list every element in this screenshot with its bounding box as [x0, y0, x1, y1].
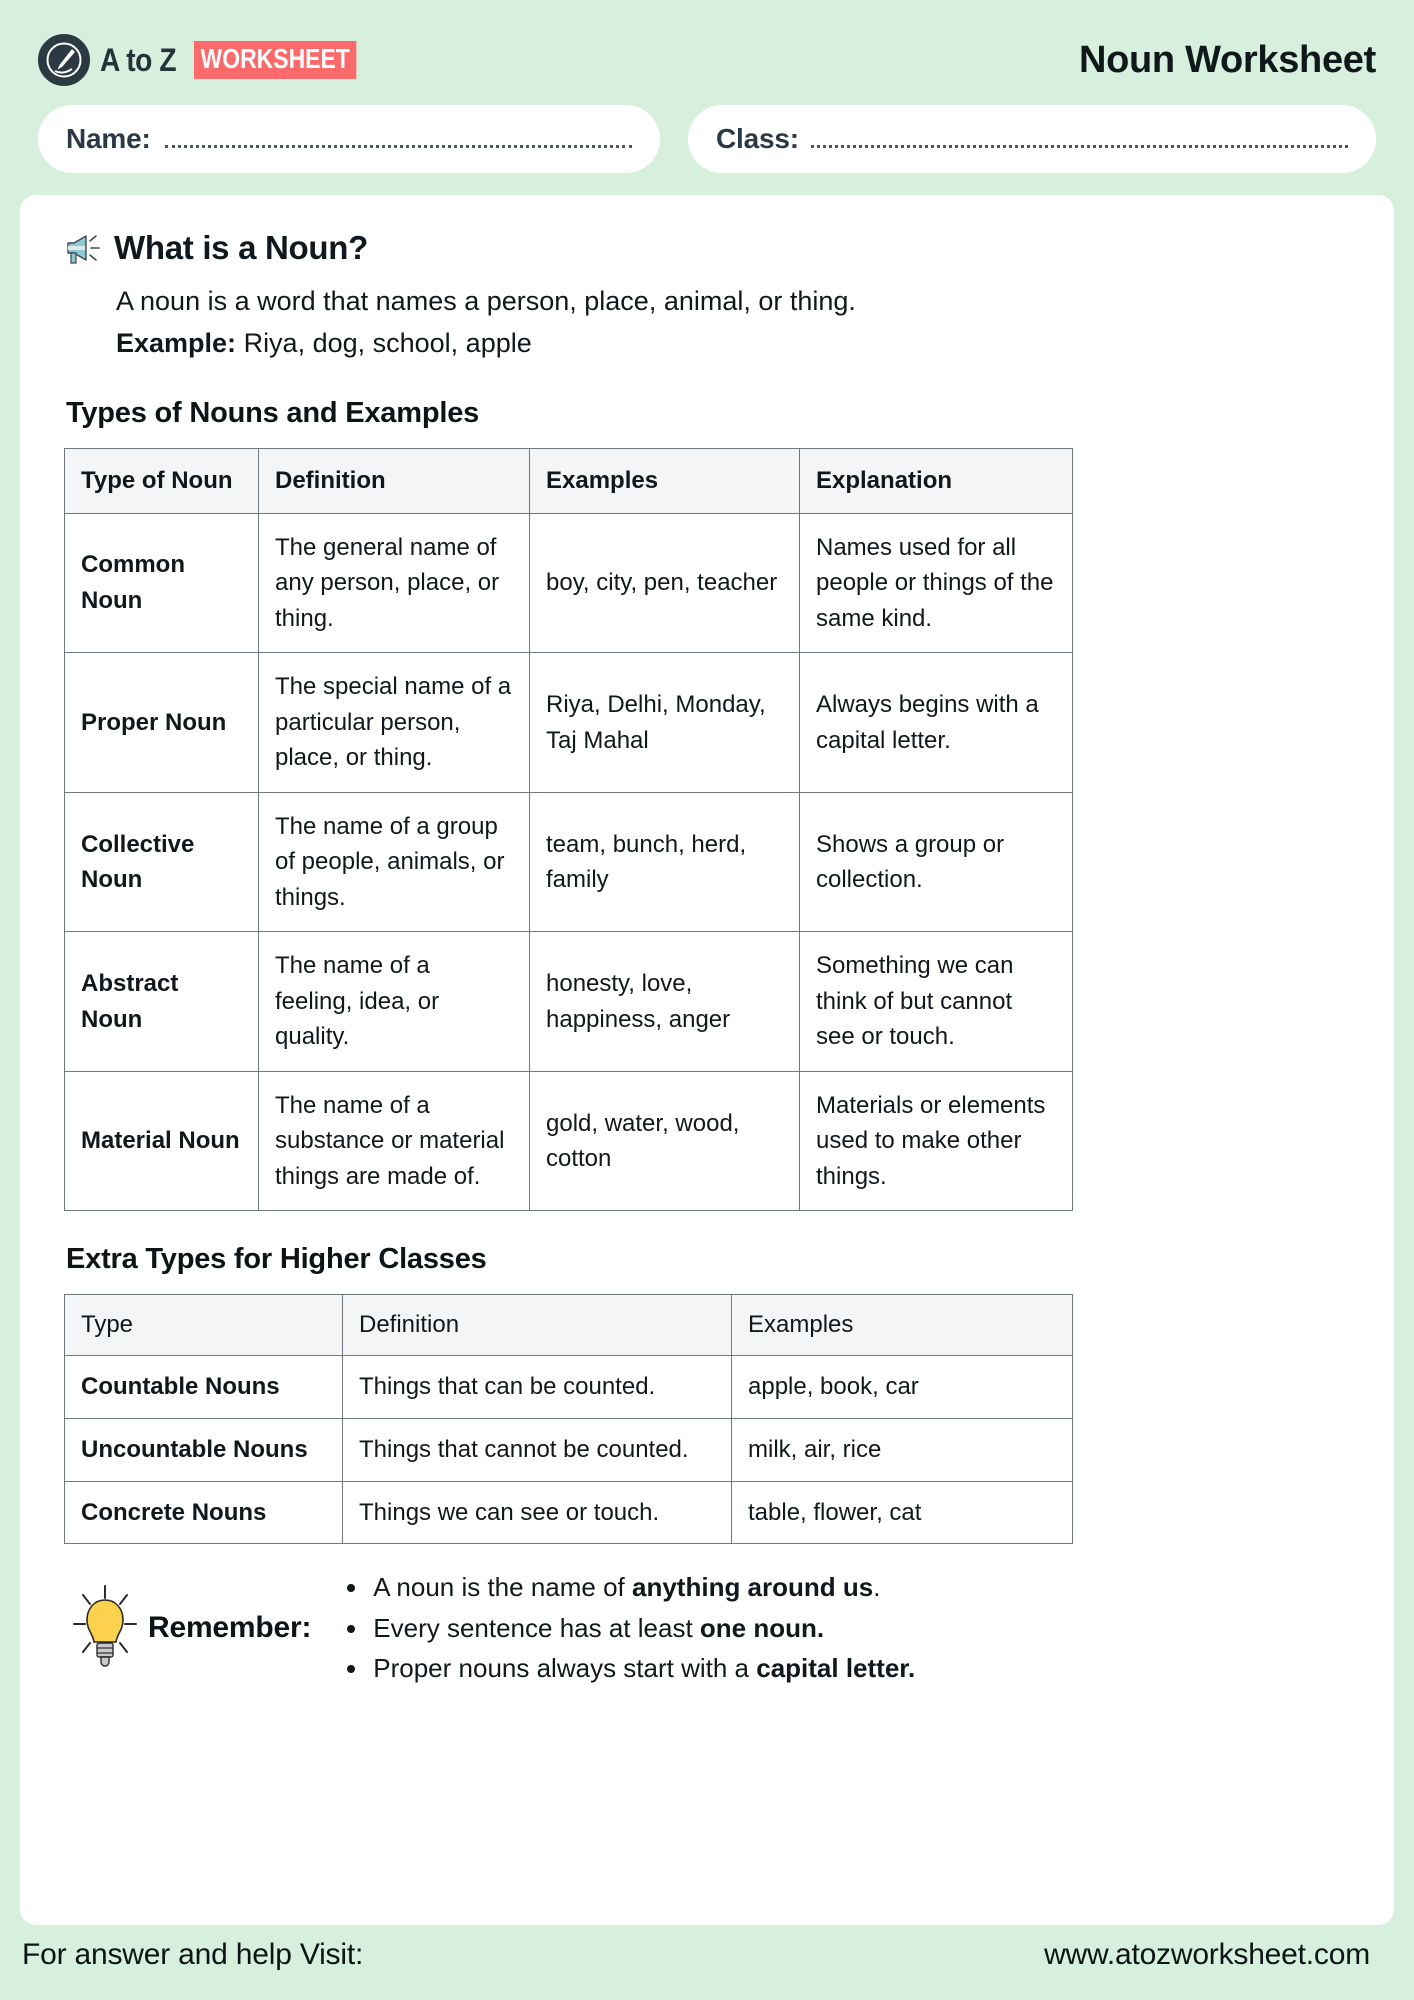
remember-text: Proper nouns always start with a: [373, 1652, 757, 1683]
definition-text: A noun is a word that names a person, place, animal, or thing.: [116, 286, 856, 316]
cell-type: Material Noun: [65, 1071, 259, 1211]
cell-type: Proper Noun: [65, 653, 259, 793]
cell-type: Abstract Noun: [65, 932, 259, 1072]
remember-bold: anything around us: [632, 1572, 874, 1603]
table-row: [65, 1356, 1073, 1419]
column-header-definition: Definition: [259, 448, 530, 513]
cell-definition: The special name of a particular person, place, or thing.: [259, 653, 530, 793]
page-footer: [22, 1938, 1392, 1972]
list-item: [343, 1651, 915, 1685]
table-row: [65, 932, 1073, 1072]
cell-definition: Things that cannot be counted.: [343, 1419, 732, 1482]
remember-bold: one noun.: [699, 1612, 825, 1643]
page-header: [0, 24, 1414, 96]
column-header-definition: Definition: [343, 1295, 732, 1356]
table-row: [65, 653, 1073, 793]
table-header-row: [65, 1295, 1073, 1356]
cell-definition: Things that can be counted.: [343, 1356, 732, 1419]
class-label: Class:: [716, 123, 799, 154]
example-label: Example:: [116, 327, 237, 358]
brand-tag: WORKSHEET: [194, 41, 356, 79]
column-header-type: Type of Noun: [65, 448, 259, 513]
name-label: Name:: [66, 123, 151, 154]
table-header-row: [65, 448, 1073, 513]
lightbulb-icon: [68, 1582, 142, 1674]
cell-examples: boy, city, pen, teacher: [530, 513, 800, 653]
footer-help-text: For answer and help Visit:: [22, 1938, 364, 1971]
cell-type: Uncountable Nouns: [65, 1419, 343, 1482]
table-row: [65, 1481, 1073, 1544]
cell-definition: The name of a substance or material things are made of.: [259, 1071, 530, 1211]
cell-definition: The general name of any person, place, or thing.: [259, 513, 530, 653]
cell-explanation: Names used for all people or things of the same kind.: [800, 513, 1073, 653]
cell-examples: milk, air, rice: [732, 1419, 1073, 1482]
table-row: [65, 1419, 1073, 1482]
column-header-examples: Examples: [530, 448, 800, 513]
list-item: [343, 1611, 915, 1645]
remember-text: Every sentence has at least: [373, 1612, 700, 1643]
cell-definition: The name of a group of people, animals, or things.: [259, 792, 530, 932]
footer-website-link[interactable]: www.atozworksheet.com: [1044, 1938, 1370, 1971]
cell-explanation: Always begins with a capital letter.: [800, 653, 1073, 793]
table-row: [65, 513, 1073, 653]
column-header-examples: Examples: [732, 1295, 1073, 1356]
noun-types-table: [64, 448, 1073, 1212]
cell-type: Concrete Nouns: [65, 1481, 343, 1544]
list-item: [343, 1570, 915, 1604]
cell-explanation: Something we can think of but cannot see or touch.: [800, 932, 1073, 1072]
remember-tail: .: [873, 1572, 881, 1603]
remember-text: A noun is the name of: [373, 1572, 632, 1603]
definition-body: [116, 281, 1350, 365]
cell-type: Common Noun: [65, 513, 259, 653]
remember-list: [343, 1570, 915, 1685]
student-info-bar: [38, 105, 1376, 173]
name-input-line[interactable]: [165, 145, 632, 148]
class-field[interactable]: [688, 105, 1376, 173]
main-table-title: Types of Nouns and Examples: [66, 396, 480, 429]
brand-name: A to Z: [100, 41, 177, 78]
cell-examples: team, bunch, herd, family: [530, 792, 800, 932]
cell-examples: gold, water, wood, cotton: [530, 1071, 800, 1211]
cell-type: Countable Nouns: [65, 1356, 343, 1419]
worksheet-card: [20, 195, 1394, 1925]
table-row: [65, 792, 1073, 932]
column-header-explanation: Explanation: [800, 448, 1073, 513]
cell-type: Collective Noun: [65, 792, 259, 932]
cell-examples: apple, book, car: [732, 1356, 1073, 1419]
definition-heading-row: [64, 229, 1350, 267]
cell-explanation: Shows a group or collection.: [800, 792, 1073, 932]
remember-bold: capital letter.: [756, 1652, 916, 1683]
remember-label: Remember:: [148, 1610, 312, 1644]
cell-examples: Riya, Delhi, Monday, Taj Mahal: [530, 653, 800, 793]
remember-section: [64, 1570, 1350, 1685]
cell-definition: The name of a feeling, idea, or quality.: [259, 932, 530, 1072]
class-input-line[interactable]: [811, 145, 1348, 148]
extra-noun-types-table: [64, 1294, 1073, 1544]
cell-examples: honesty, love, happiness, anger: [530, 932, 800, 1072]
cell-definition: Things we can see or touch.: [343, 1481, 732, 1544]
definition-heading: What is a Noun?: [114, 229, 368, 266]
page-title: Noun Worksheet: [1078, 38, 1376, 81]
table-row: [65, 1071, 1073, 1211]
example-text: Riya, dog, school, apple: [236, 327, 532, 358]
column-header-type: Type: [65, 1295, 343, 1356]
cell-examples: table, flower, cat: [732, 1481, 1073, 1544]
pen-circle-logo-icon: [38, 34, 90, 86]
megaphone-icon: [64, 232, 102, 264]
name-field[interactable]: [38, 105, 660, 173]
brand-logo: [38, 34, 392, 86]
extra-table-title: Extra Types for Higher Classes: [66, 1243, 487, 1276]
definition-example: [116, 323, 1350, 365]
cell-explanation: Materials or elements used to make other things.: [800, 1071, 1073, 1211]
